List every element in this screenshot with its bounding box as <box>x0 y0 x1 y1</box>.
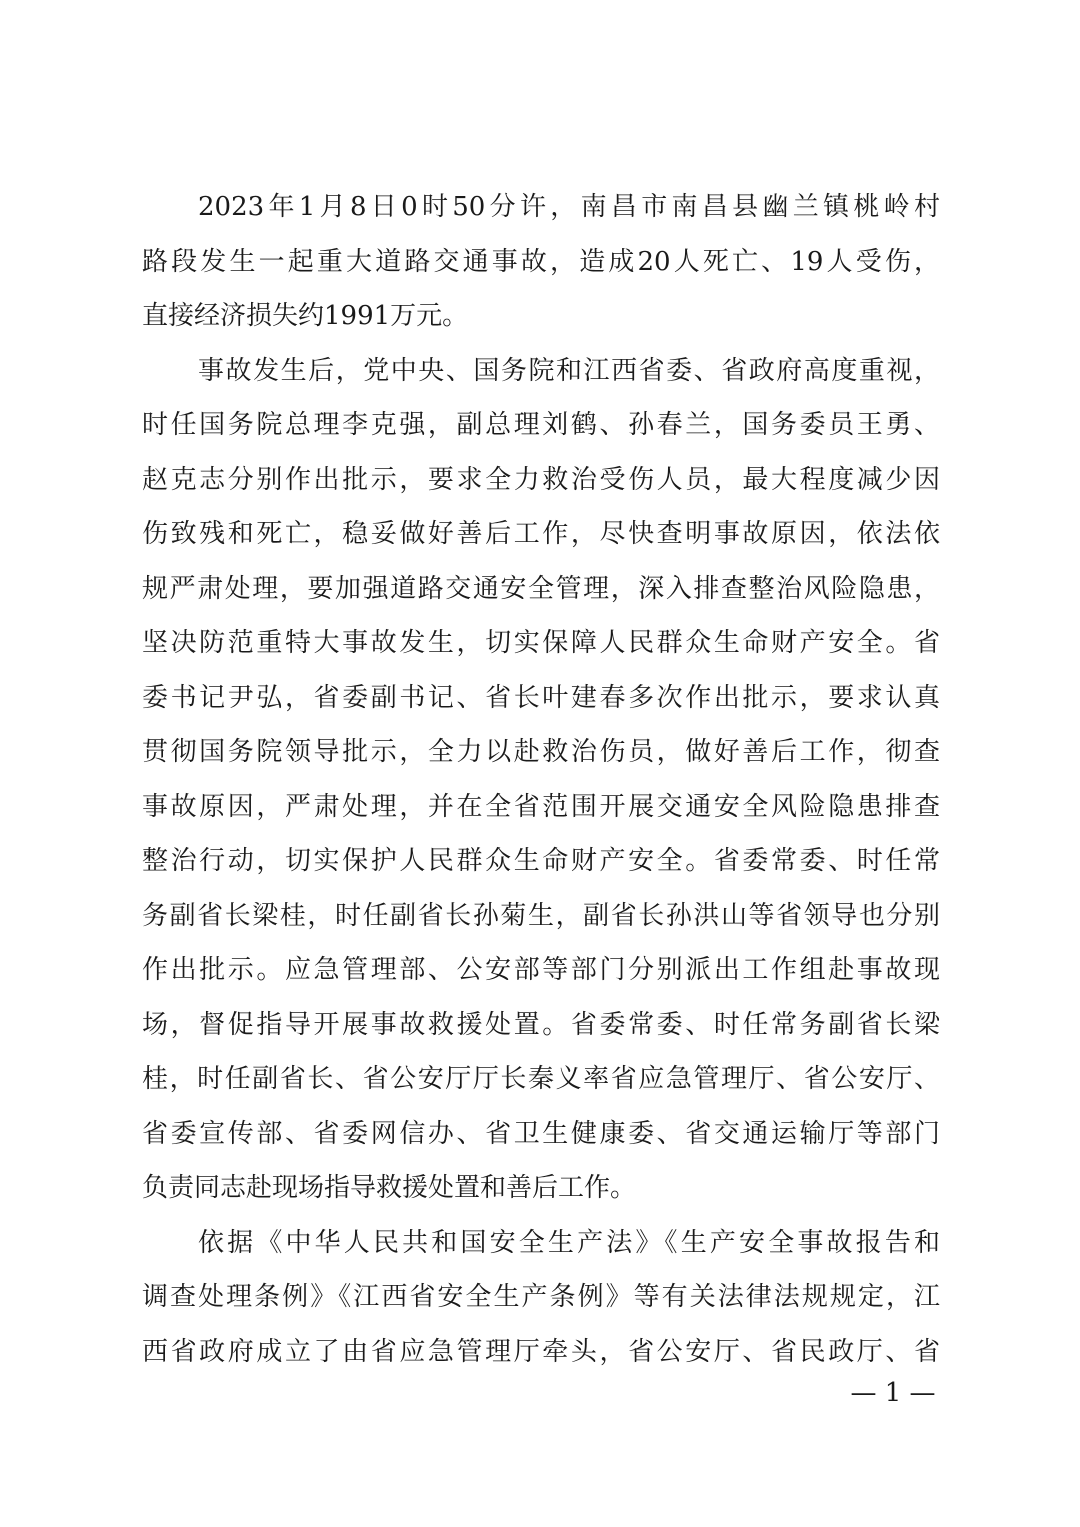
text-line: 坚决防范重特大事故发生，切实保障人民群众生命财产安全。省 <box>142 628 940 658</box>
text-line: 时任国务院总理李克强，副总理刘鹤、孙春兰，国务委员王勇、 <box>142 410 940 440</box>
text-line: 作出批示。应急管理部、公安部等部门分别派出工作组赴事故现 <box>142 955 940 985</box>
text-line: 依据《中华人民共和国安全生产法》《生产安全事故报告和 <box>198 1227 940 1258</box>
text-line: 规严肃处理，要加强道路交通安全管理，深入排查整治风险隐患， <box>142 573 940 604</box>
text-line: 负责同志赴现场指导救援处置和善后工作。 <box>142 1173 637 1203</box>
text-line: 赵克志分别作出批示，要求全力救治受伤人员，最大程度减少因 <box>142 464 940 495</box>
text-line: 西省政府成立了由省应急管理厅牵头，省公安厅、省民政厅、省 <box>142 1336 940 1367</box>
text-line: 2023年1月8日0时50分许，南昌市南昌县幽兰镇桃岭村 <box>198 192 940 222</box>
text-line: 调查处理条例》《江西省安全生产条例》等有关法律法规规定，江 <box>142 1282 940 1312</box>
paragraph-2 <box>142 344 940 1216</box>
text-line: 场，督促指导开展事故救援处置。省委常委、时任常务副省长梁 <box>142 1009 940 1040</box>
text-line: 事故原因，严肃处理，并在全省范围开展交通安全风险隐患排查 <box>142 791 940 822</box>
page-number: — 1 — <box>850 1378 936 1408</box>
text-line: 务副省长梁桂，时任副省长孙菊生，副省长孙洪山等省领导也分别 <box>142 900 940 931</box>
text-line: 伤致残和死亡，稳妥做好善后工作，尽快查明事故原因，依法依 <box>142 519 940 549</box>
text-line: 路段发生一起重大道路交通事故，造成20人死亡、19人受伤， <box>142 246 940 277</box>
document-body <box>142 180 940 1379</box>
text-line: 省委宣传部、省委网信办、省卫生健康委、省交通运输厅等部门 <box>142 1118 940 1149</box>
paragraph-1 <box>142 180 940 344</box>
text-line: 整治行动，切实保护人民群众生命财产安全。省委常委、时任常 <box>142 846 940 876</box>
text-line: 桂，时任副省长、省公安厅厅长秦义率省应急管理厅、省公安厅、 <box>142 1064 940 1094</box>
text-line: 贯彻国务院领导批示，全力以赴救治伤员，做好善后工作，彻查 <box>142 737 940 767</box>
text-line: 事故发生后，党中央、国务院和江西省委、省政府高度重视， <box>198 355 940 386</box>
text-line: 直接经济损失约1991万元。 <box>142 301 469 331</box>
text-line: 委书记尹弘，省委副书记、省长叶建春多次作出批示，要求认真 <box>142 682 940 713</box>
paragraph-3 <box>142 1216 940 1380</box>
